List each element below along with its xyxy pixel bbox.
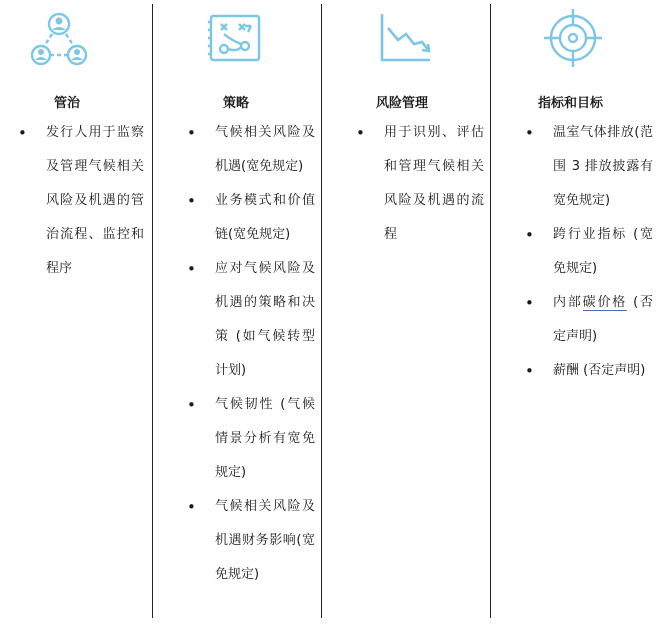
bullet-icon: • [525, 124, 534, 142]
bullet-icon: • [187, 192, 196, 210]
list-item-text: 用于识别、评估和管理气候相关风险及机遇的流程 [384, 125, 484, 242]
column-heading: 指标和目标 [538, 96, 604, 111]
list-item-text: 气候韧性 (气候情景分析有宽免规定) [215, 397, 315, 480]
list-item [187, 252, 315, 388]
bullet-icon: • [187, 396, 196, 414]
list-item-text-prefix: 内部 [553, 295, 583, 310]
list-item-text: 气候相关风险及机遇(宽免规定) [215, 125, 315, 174]
list-item-text: 气候相关风险及机遇财务影响(宽免规定) [215, 499, 315, 582]
column-risk-management [322, 0, 490, 629]
list-item [187, 490, 315, 592]
list-item [18, 116, 144, 286]
list-item-text: 温室气体排放(范围 3 排放披露有宽免规定) [553, 125, 653, 208]
item-list [525, 116, 653, 388]
list-item [525, 218, 653, 286]
list-item [525, 354, 653, 388]
list-item [187, 116, 315, 184]
list-item-text: 薪酬 (否定声明) [553, 363, 646, 378]
bullet-icon: • [525, 362, 534, 380]
list-item-text: 业务模式和价值链(宽免规定) [215, 193, 315, 242]
list-item-text: 跨行业指标 (宽免规定) [553, 227, 653, 276]
list-item-text: 应对气候风险及机遇的策略和决策 (如气候转型计划) [215, 261, 315, 378]
column-metrics-targets [491, 0, 667, 629]
item-list [356, 116, 484, 252]
list-item [525, 116, 653, 218]
list-item-text-suffix: (否定声明) [553, 295, 653, 344]
item-list [187, 116, 315, 592]
strategy-plan-board-icon [207, 12, 263, 64]
list-item [356, 116, 484, 252]
governance-people-network-icon [30, 12, 90, 68]
carbon-price-link[interactable]: 碳价格 [582, 295, 628, 310]
column-heading: 管治 [54, 96, 81, 111]
list-item [187, 184, 315, 252]
bullet-icon: • [187, 124, 196, 142]
declining-chart-icon [378, 12, 434, 64]
bullet-icon: • [525, 294, 534, 312]
bullet-icon: • [356, 124, 365, 142]
bullet-icon: • [187, 260, 196, 278]
bullet-icon: • [18, 124, 27, 142]
target-crosshair-icon [543, 8, 603, 68]
item-list [18, 116, 144, 286]
column-strategy [153, 0, 321, 629]
list-item-text: 发行人用于监察及管理气候相关风险及机遇的管治流程、监控和程序 [46, 125, 144, 276]
list-item [187, 388, 315, 490]
list-item [525, 286, 653, 354]
column-heading: 策略 [223, 96, 250, 111]
bullet-icon: • [187, 498, 196, 516]
bullet-icon: • [525, 226, 534, 244]
column-heading: 风险管理 [376, 96, 429, 111]
column-governance [0, 0, 152, 629]
